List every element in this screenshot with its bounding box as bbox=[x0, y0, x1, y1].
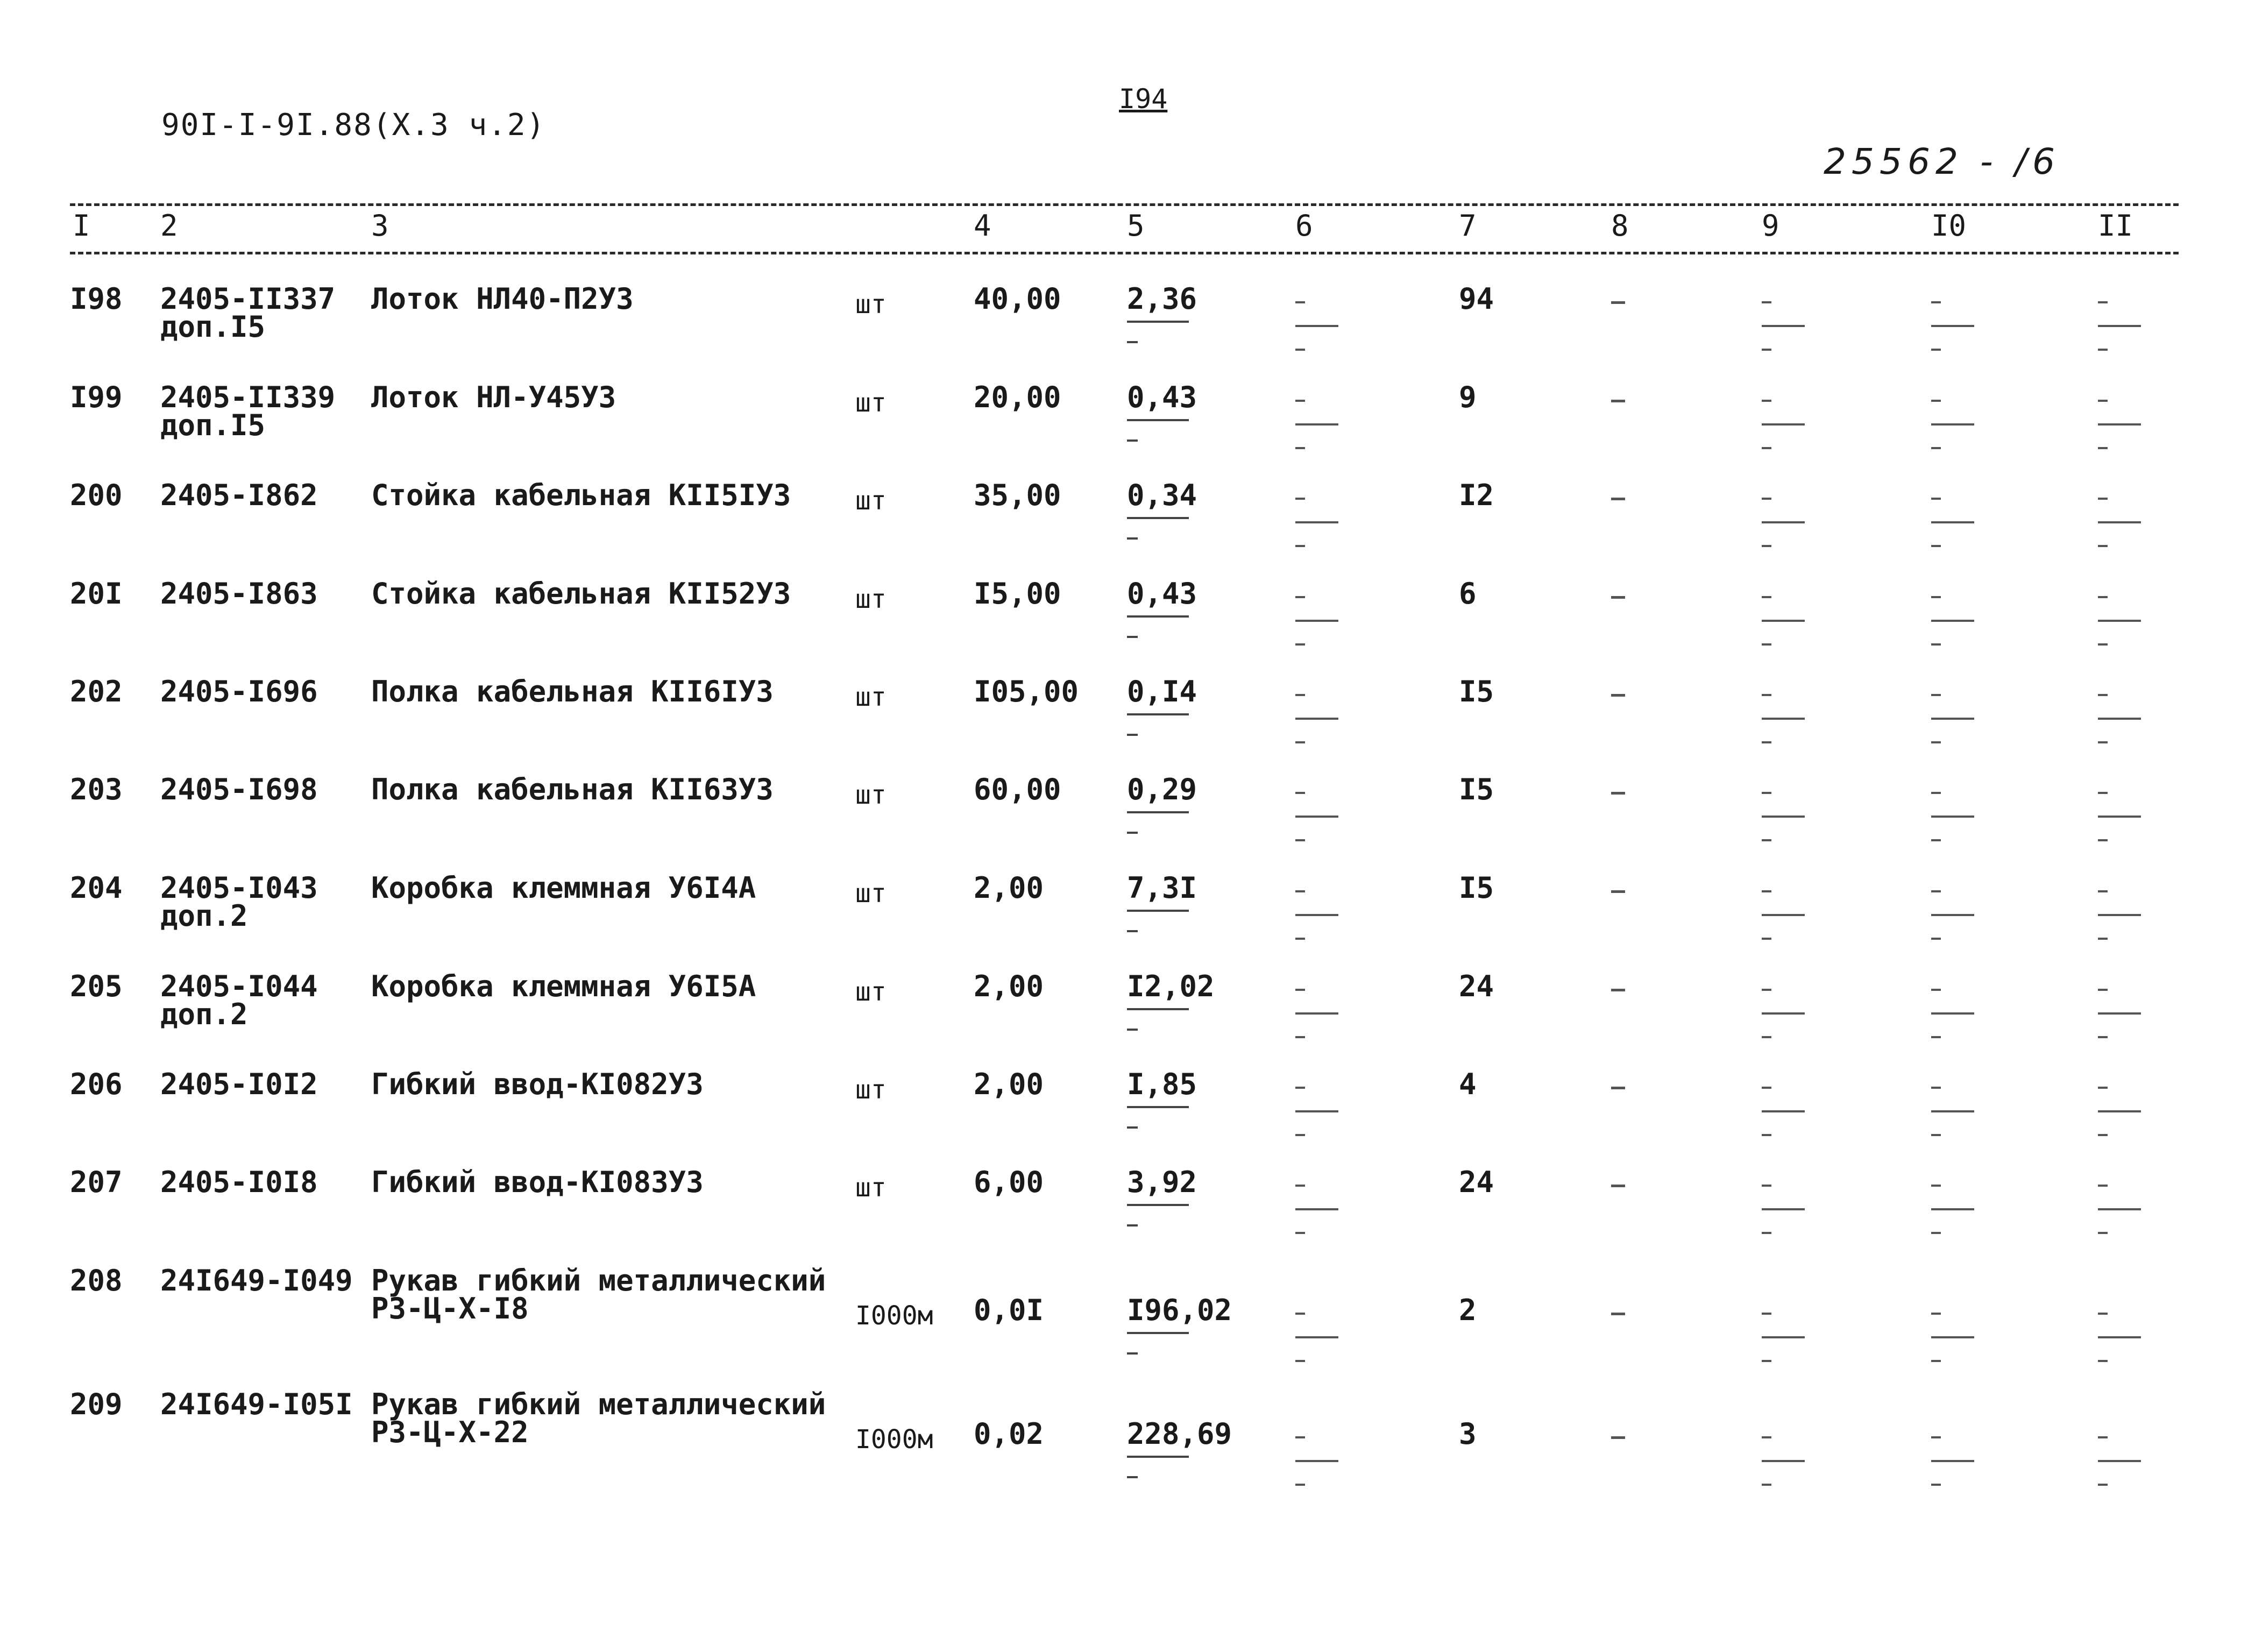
table-row bbox=[0, 1165, 2255, 1265]
empty-cell-col11 bbox=[2098, 1087, 2146, 1136]
unit-price bbox=[1127, 1417, 1232, 1478]
col7-value: 3 bbox=[1459, 1417, 1477, 1451]
item-name bbox=[371, 380, 616, 414]
empty-cell-col11 bbox=[2098, 1185, 2146, 1234]
item-code-main: 2405-I862 bbox=[160, 478, 318, 512]
item-name-main: Гибкий ввод-КI082УЗ bbox=[371, 1067, 704, 1101]
row-number: I99 bbox=[70, 380, 123, 414]
item-code-main: 2405-I696 bbox=[160, 675, 318, 708]
empty-cell-col8 bbox=[1611, 400, 1625, 402]
unit-price-value: 0,43 bbox=[1127, 577, 1197, 611]
empty-cell-col8 bbox=[1611, 498, 1625, 500]
empty-cell-col8 bbox=[1611, 301, 1625, 304]
empty-cell-col10 bbox=[1931, 1436, 1980, 1486]
empty-cell-col6 bbox=[1295, 1313, 1344, 1362]
quantity: 0,02 bbox=[974, 1417, 1044, 1451]
row-number: 203 bbox=[70, 772, 123, 806]
empty-cell-col6 bbox=[1295, 498, 1344, 547]
quantity: 6,00 bbox=[974, 1165, 1044, 1199]
empty-cell-col10 bbox=[1931, 1185, 1980, 1234]
item-code bbox=[160, 282, 336, 344]
item-code bbox=[160, 1067, 318, 1101]
item-name-second-line: РЗ-Ц-Х-I8 bbox=[371, 1292, 529, 1325]
item-name-second-line: РЗ-Ц-Х-22 bbox=[371, 1415, 529, 1449]
item-code-supplement: доп.I5 bbox=[160, 310, 266, 344]
item-code bbox=[160, 1264, 353, 1298]
unit: шт bbox=[855, 486, 887, 516]
item-name bbox=[371, 675, 774, 708]
item-name-main: Стойка кабельная КII52УЗ bbox=[371, 577, 791, 611]
empty-cell-col6 bbox=[1295, 301, 1344, 351]
item-code bbox=[160, 969, 318, 1031]
item-code-main: 2405-I043 bbox=[160, 871, 318, 905]
item-code bbox=[160, 577, 318, 611]
column-number: 9 bbox=[1762, 209, 1779, 243]
unit: шт bbox=[855, 289, 887, 320]
empty-cell-col8 bbox=[1611, 1185, 1625, 1187]
column-number: 7 bbox=[1459, 209, 1477, 243]
unit-price-value: 228,69 bbox=[1127, 1417, 1232, 1451]
item-name bbox=[371, 1264, 826, 1325]
unit: I000м bbox=[855, 1301, 933, 1331]
item-code-main: 2405-I044 bbox=[160, 969, 318, 1003]
empty-cell-col8 bbox=[1611, 1313, 1625, 1315]
unit: шт bbox=[855, 388, 887, 418]
item-code bbox=[160, 1387, 353, 1421]
quantity: 2,00 bbox=[974, 871, 1044, 905]
quantity: 35,00 bbox=[974, 478, 1061, 512]
quantity: 2,00 bbox=[974, 969, 1044, 1003]
table-row bbox=[0, 871, 2255, 971]
empty-cell-col8 bbox=[1611, 792, 1625, 795]
row-number: 207 bbox=[70, 1165, 123, 1199]
unit: шт bbox=[855, 682, 887, 712]
col7-value: 4 bbox=[1459, 1067, 1477, 1101]
unit-price bbox=[1127, 871, 1197, 932]
unit: I000м bbox=[855, 1424, 933, 1455]
empty-cell-col11 bbox=[2098, 400, 2146, 449]
unit-price-value: 0,29 bbox=[1127, 772, 1197, 806]
quantity: I5,00 bbox=[974, 577, 1061, 611]
table-row bbox=[0, 1067, 2255, 1167]
item-code-supplement: доп.2 bbox=[160, 997, 248, 1031]
unit: шт bbox=[855, 878, 887, 909]
empty-cell-col9 bbox=[1762, 1185, 1810, 1234]
row-number: 208 bbox=[70, 1264, 123, 1298]
table-row bbox=[0, 969, 2255, 1069]
table-row bbox=[0, 772, 2255, 873]
unit: шт bbox=[855, 1075, 887, 1105]
quantity: I05,00 bbox=[974, 675, 1079, 708]
column-number: 2 bbox=[160, 209, 178, 243]
row-number: 205 bbox=[70, 969, 123, 1003]
unit: шт bbox=[855, 584, 887, 614]
unit-price-value: 3,92 bbox=[1127, 1165, 1197, 1199]
item-name bbox=[371, 1165, 704, 1199]
item-name-main: Гибкий ввод-КI083УЗ bbox=[371, 1165, 704, 1199]
item-name-main: Стойка кабельная КII5IУЗ bbox=[371, 478, 791, 512]
quantity: 40,00 bbox=[974, 282, 1061, 316]
empty-cell-col10 bbox=[1931, 400, 1980, 449]
column-number: II bbox=[2098, 209, 2133, 243]
item-code-main: 2405-I863 bbox=[160, 577, 318, 611]
item-name bbox=[371, 969, 756, 1003]
empty-cell-col11 bbox=[2098, 301, 2146, 351]
unit-price-value: I2,02 bbox=[1127, 969, 1215, 1003]
unit-price-value: 2,36 bbox=[1127, 282, 1197, 316]
empty-cell-col11 bbox=[2098, 596, 2146, 646]
unit-price-value: 7,3I bbox=[1127, 871, 1197, 905]
item-code bbox=[160, 675, 318, 708]
col7-value: 24 bbox=[1459, 1165, 1494, 1199]
item-code-main: 2405-II337 bbox=[160, 282, 336, 316]
empty-cell-col8 bbox=[1611, 694, 1625, 697]
item-code-supplement: доп.I5 bbox=[160, 408, 266, 442]
empty-cell-col8 bbox=[1611, 1436, 1625, 1439]
col7-value: I5 bbox=[1459, 772, 1494, 806]
unit-price bbox=[1127, 772, 1197, 834]
empty-cell-col9 bbox=[1762, 301, 1810, 351]
item-code-main: 2405-I0I2 bbox=[160, 1067, 318, 1101]
empty-cell-col10 bbox=[1931, 694, 1980, 743]
quantity: 20,00 bbox=[974, 380, 1061, 414]
empty-cell-col8 bbox=[1611, 890, 1625, 893]
item-code bbox=[160, 871, 318, 933]
empty-cell-col11 bbox=[2098, 989, 2146, 1038]
empty-cell-col9 bbox=[1762, 400, 1810, 449]
row-number: 204 bbox=[70, 871, 123, 905]
table-row bbox=[0, 1387, 2255, 1487]
item-code-main: 24I649-I049 bbox=[160, 1264, 353, 1298]
column-number: 6 bbox=[1295, 209, 1313, 243]
item-name bbox=[371, 478, 791, 512]
item-code-main: 2405-I698 bbox=[160, 772, 318, 806]
column-number: I bbox=[73, 209, 90, 243]
unit: шт bbox=[855, 1173, 887, 1203]
unit-price bbox=[1127, 478, 1197, 540]
col7-value: 2 bbox=[1459, 1293, 1477, 1327]
col7-value: I2 bbox=[1459, 478, 1494, 512]
item-name-main: Рукав гибкий металлический bbox=[371, 1264, 826, 1298]
unit-price bbox=[1127, 380, 1197, 442]
page-number: I94 bbox=[1119, 83, 1168, 115]
table-top-rule bbox=[70, 203, 2179, 206]
unit-price-value: I,85 bbox=[1127, 1067, 1197, 1101]
item-name-main: Лоток НЛ40-П2УЗ bbox=[371, 282, 634, 316]
empty-cell-col9 bbox=[1762, 792, 1810, 841]
table-row bbox=[0, 675, 2255, 775]
empty-cell-col8 bbox=[1611, 596, 1625, 599]
row-number: 209 bbox=[70, 1387, 123, 1421]
column-number: 4 bbox=[974, 209, 991, 243]
unit-price-value: 0,43 bbox=[1127, 380, 1197, 414]
document-code: 90I-I-9I.88(X.3 ч.2) bbox=[161, 108, 546, 143]
table-row bbox=[0, 577, 2255, 677]
empty-cell-col10 bbox=[1931, 498, 1980, 547]
empty-cell-col11 bbox=[2098, 792, 2146, 841]
unit-price-value: 0,34 bbox=[1127, 478, 1197, 512]
col7-value: 9 bbox=[1459, 380, 1477, 414]
col7-value: 94 bbox=[1459, 282, 1494, 316]
empty-cell-col9 bbox=[1762, 1436, 1810, 1486]
item-name bbox=[371, 577, 791, 611]
table-row bbox=[0, 1264, 2255, 1364]
row-number: 20I bbox=[70, 577, 123, 611]
row-number: I98 bbox=[70, 282, 123, 316]
handwritten-number: 25562 - /6 bbox=[1824, 141, 2060, 182]
item-name-main: Полка кабельная КII63УЗ bbox=[371, 772, 774, 806]
empty-cell-col11 bbox=[2098, 498, 2146, 547]
unit-price bbox=[1127, 1293, 1232, 1355]
item-name bbox=[371, 282, 634, 316]
empty-cell-col10 bbox=[1931, 989, 1980, 1038]
empty-cell-col6 bbox=[1295, 400, 1344, 449]
row-number: 202 bbox=[70, 675, 123, 708]
col7-value: 6 bbox=[1459, 577, 1477, 611]
item-code bbox=[160, 478, 318, 512]
table-row bbox=[0, 282, 2255, 382]
empty-cell-col6 bbox=[1295, 1436, 1344, 1486]
item-name-main: Коробка клеммная У6I4А bbox=[371, 871, 756, 905]
empty-cell-col9 bbox=[1762, 694, 1810, 743]
unit: шт bbox=[855, 977, 887, 1007]
item-name bbox=[371, 871, 756, 905]
item-name-main: Рукав гибкий металлический bbox=[371, 1387, 826, 1421]
table-row bbox=[0, 478, 2255, 578]
empty-cell-col10 bbox=[1931, 1313, 1980, 1362]
unit-price bbox=[1127, 1165, 1197, 1226]
empty-cell-col9 bbox=[1762, 1313, 1810, 1362]
empty-cell-col8 bbox=[1611, 989, 1625, 991]
unit-price-value: I96,02 bbox=[1127, 1293, 1232, 1327]
unit: шт bbox=[855, 780, 887, 810]
column-number: 8 bbox=[1611, 209, 1629, 243]
unit-price bbox=[1127, 1067, 1197, 1129]
empty-cell-col8 bbox=[1611, 1087, 1625, 1089]
empty-cell-col10 bbox=[1931, 792, 1980, 841]
item-name bbox=[371, 1067, 704, 1101]
quantity: 0,0I bbox=[974, 1293, 1044, 1327]
empty-cell-col11 bbox=[2098, 694, 2146, 743]
item-name-main: Лоток НЛ-У45УЗ bbox=[371, 380, 616, 414]
table-header-rule bbox=[70, 252, 2179, 254]
empty-cell-col6 bbox=[1295, 792, 1344, 841]
empty-cell-col9 bbox=[1762, 989, 1810, 1038]
unit-price bbox=[1127, 675, 1197, 736]
empty-cell-col6 bbox=[1295, 596, 1344, 646]
empty-cell-col11 bbox=[2098, 1313, 2146, 1362]
empty-cell-col6 bbox=[1295, 694, 1344, 743]
empty-cell-col6 bbox=[1295, 890, 1344, 940]
empty-cell-col9 bbox=[1762, 1087, 1810, 1136]
row-number: 206 bbox=[70, 1067, 123, 1101]
unit-price bbox=[1127, 282, 1197, 343]
item-name-main: Полка кабельная КII6IУЗ bbox=[371, 675, 774, 708]
quantity: 60,00 bbox=[974, 772, 1061, 806]
item-name-main: Коробка клеммная У6I5А bbox=[371, 969, 756, 1003]
empty-cell-col11 bbox=[2098, 1436, 2146, 1486]
empty-cell-col9 bbox=[1762, 596, 1810, 646]
empty-cell-col9 bbox=[1762, 890, 1810, 940]
item-code bbox=[160, 772, 318, 806]
unit-price bbox=[1127, 969, 1215, 1031]
item-name bbox=[371, 772, 774, 806]
table-row bbox=[0, 380, 2255, 480]
empty-cell-col11 bbox=[2098, 890, 2146, 940]
item-code-main: 24I649-I05I bbox=[160, 1387, 353, 1421]
column-number: 3 bbox=[371, 209, 389, 243]
empty-cell-col10 bbox=[1931, 890, 1980, 940]
item-code bbox=[160, 380, 336, 442]
unit-price bbox=[1127, 577, 1197, 638]
empty-cell-col6 bbox=[1295, 1185, 1344, 1234]
item-code-supplement: доп.2 bbox=[160, 899, 248, 933]
col7-value: I5 bbox=[1459, 871, 1494, 905]
unit-price-value: 0,I4 bbox=[1127, 675, 1197, 708]
col7-value: I5 bbox=[1459, 675, 1494, 708]
column-number: I0 bbox=[1931, 209, 1967, 243]
item-code-main: 2405-II339 bbox=[160, 380, 336, 414]
empty-cell-col10 bbox=[1931, 301, 1980, 351]
empty-cell-col6 bbox=[1295, 1087, 1344, 1136]
empty-cell-col10 bbox=[1931, 596, 1980, 646]
empty-cell-col9 bbox=[1762, 498, 1810, 547]
row-number: 200 bbox=[70, 478, 123, 512]
empty-cell-col6 bbox=[1295, 989, 1344, 1038]
item-name bbox=[371, 1387, 826, 1449]
quantity: 2,00 bbox=[974, 1067, 1044, 1101]
item-code-main: 2405-I0I8 bbox=[160, 1165, 318, 1199]
item-code bbox=[160, 1165, 318, 1199]
column-number: 5 bbox=[1127, 209, 1145, 243]
empty-cell-col10 bbox=[1931, 1087, 1980, 1136]
col7-value: 24 bbox=[1459, 969, 1494, 1003]
